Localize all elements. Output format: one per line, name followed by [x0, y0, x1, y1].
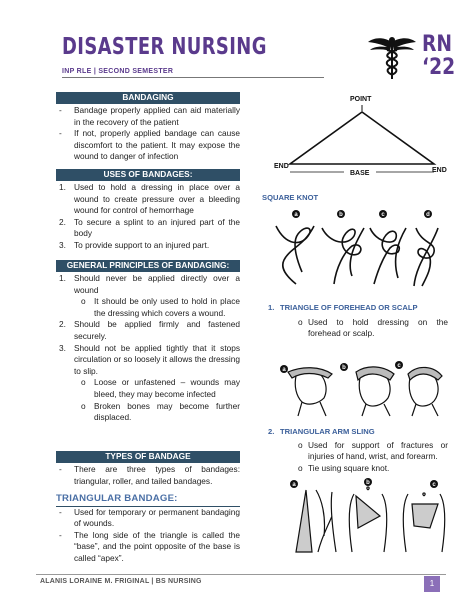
- arm-sling-illustration: [282, 476, 446, 560]
- uses-section: [56, 169, 240, 252]
- triangle-diagram: [274, 92, 450, 178]
- list-item: - There are three types of bandages: triangular, roller, and tailed bandages.: [59, 464, 240, 486]
- list-item: 1. Should never be applied directly over a wound: [59, 273, 240, 295]
- square-knot-illustration: [266, 206, 442, 290]
- list-item: o Loose or unfastened – wounds may bleed, they may become infected: [81, 377, 240, 399]
- square-knot-heading: SQUARE KNOT: [262, 193, 319, 202]
- list-item: - Used for temporary or permanent bandaging of wounds.: [59, 506, 240, 529]
- principles-list: [56, 273, 240, 296]
- list-item: 3. Should not be applied tightly that it stops circulation or so loosely it allows the dressing to slip.: [59, 342, 240, 376]
- list-item: - If not, properly applied bandage can cause discomfort to the patient. It may expose the wound to danger of infection: [59, 128, 240, 162]
- bandaging-heading: BANDAGING: [56, 92, 240, 102]
- arm-sling-number: 2.: [268, 427, 275, 436]
- arm-sling-section: [262, 426, 448, 474]
- forehead-section: [262, 302, 448, 340]
- sling-step-c: c: [432, 482, 436, 488]
- caduceus-icon: [367, 34, 417, 80]
- forehead-number: 1.: [268, 303, 275, 312]
- triangle-base-label: BASE: [350, 170, 370, 177]
- footer-divider: [36, 574, 446, 575]
- uses-list: [56, 182, 240, 252]
- list-item: 2. Should be applied firmly and fastened securely.: [59, 319, 240, 341]
- triangular-section: [56, 493, 240, 565]
- principles-section: [56, 260, 240, 424]
- footer-author: ALANIS LORAINE M. FRIGINAL | BS NURSING: [40, 578, 202, 585]
- list-item: - The long side of the triangle is called the “base”, and the point opposite of the base is called “apex”.: [59, 529, 240, 563]
- list-item: 3. To provide support to an injured part.: [59, 239, 210, 250]
- knot-step-b: b: [339, 212, 343, 218]
- types-section: [56, 451, 240, 487]
- list-item: o Tie using square knot.: [298, 462, 390, 473]
- triangular-heading: TRIANGULAR BANDAGE:: [56, 493, 178, 504]
- forehead-bandage-illustration: [268, 358, 444, 418]
- list-item: o It should be only used to hold in place the dressing which covers a wound.: [81, 296, 240, 318]
- list-item: o Used to hold dressing on the forehead or scalp.: [298, 316, 448, 339]
- header-divider: [62, 77, 324, 78]
- list-item: o Used for support of fractures or injuries of hand, wrist, and forearm.: [298, 439, 448, 462]
- types-heading: TYPES OF BANDAGE: [56, 451, 240, 461]
- page-number: 1: [424, 576, 440, 592]
- list-item: - Bandage properly applied can aid materially in the recovery of the patient: [59, 105, 240, 127]
- sling-step-b: b: [366, 480, 370, 486]
- bandaging-section: [56, 92, 240, 163]
- arm-sling-heading: TRIANGULAR ARM SLING: [280, 427, 375, 436]
- rn-badge-line2: ‘22: [422, 55, 456, 80]
- forehead-step-a: a: [282, 367, 286, 373]
- list-item: 1. Used to hold a dressing in place over a wound to create pressure over a bleeding wound for control of hemorrhage: [59, 182, 240, 216]
- document-subtitle: INP RLE | SECOND SEMESTER: [62, 68, 174, 75]
- principles-heading: GENERAL PRINCIPLES OF BANDAGING:: [56, 260, 240, 270]
- forehead-heading: TRIANGLE OF FOREHEAD OR SCALP: [280, 303, 418, 312]
- rn-badge-line1: RN: [422, 32, 453, 57]
- triangle-end-right-label: END: [432, 167, 447, 174]
- forehead-step-b: b: [342, 365, 346, 371]
- list-item: 2. To secure a splint to an injured part of the body: [59, 216, 240, 239]
- bandaging-list: [56, 105, 240, 163]
- uses-heading: USES OF BANDAGES:: [56, 169, 240, 179]
- list-item: o Broken bones may become further displaced.: [81, 400, 240, 423]
- triangle-point-label: POINT: [350, 96, 372, 103]
- rn-badge: [422, 33, 461, 79]
- knot-step-c: c: [381, 212, 385, 218]
- document-title: DISASTER NURSING: [62, 34, 267, 60]
- triangle-end-left-label: END: [274, 163, 289, 170]
- knot-step-d: d: [426, 212, 430, 218]
- knot-step-a: a: [294, 212, 298, 218]
- forehead-step-c: c: [397, 363, 401, 369]
- sling-step-a: a: [292, 482, 296, 488]
